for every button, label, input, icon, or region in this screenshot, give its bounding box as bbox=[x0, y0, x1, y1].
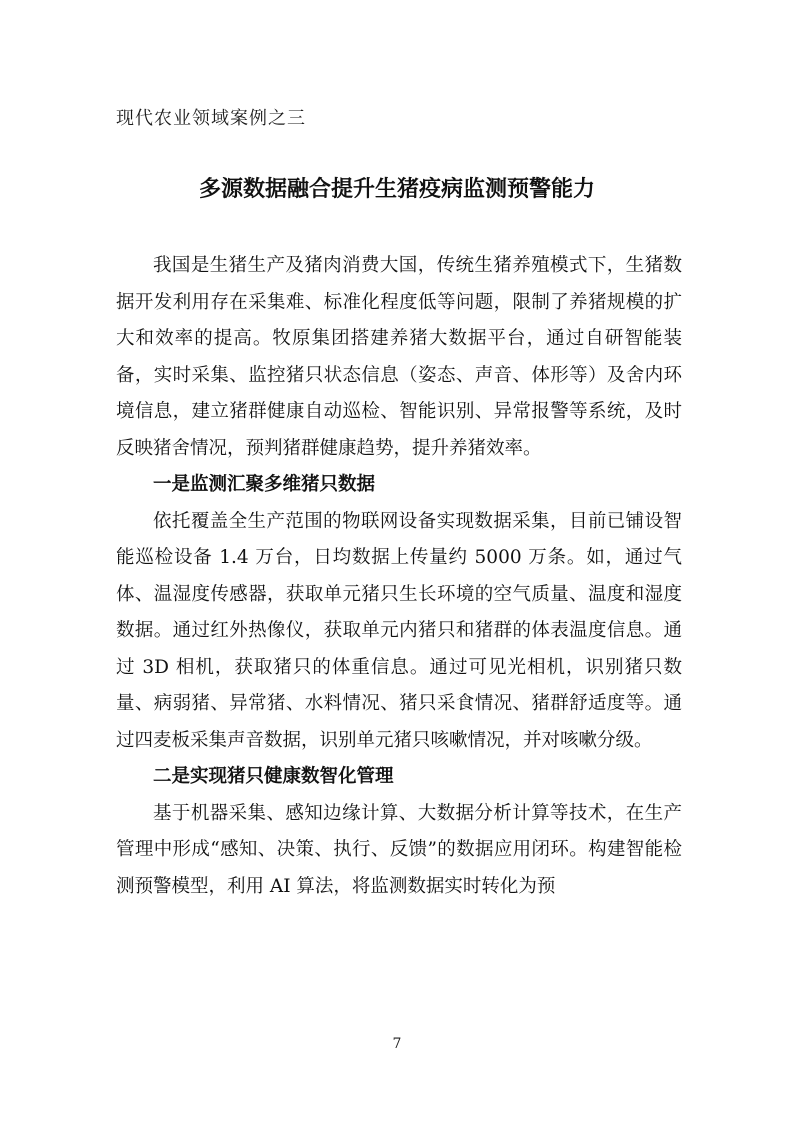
page-title: 多源数据融合提升生猪疫病监测预警能力 bbox=[198, 177, 595, 202]
section1-heading: 一是监测汇聚多维猪只数据 bbox=[153, 474, 376, 495]
intro-paragraph: 我国是生猪生产及猪肉消费大国，传统生猪养殖模式下，生猪数据开发利用存在采集难、标准化程度低等问题，限制了养猪规模的扩大和效率的提高。牧原集团搭建养猪大数据平台，通过自研智能装备，实时采集、监控猪只状态信息（姿态、声音、体形等）及舍内环境信息，建立猪群健康自动巡检、智能识别、异常报警等系统，及时反映猪舍情况，预判猪群健康趋势，提升养猪效率。 bbox=[116, 255, 682, 459]
document-body bbox=[116, 248, 682, 905]
series-label: 现代农业领域案例之三 bbox=[116, 108, 306, 129]
section1-paragraph: 依托覆盖全生产范围的物联网设备实现数据采集，目前已铺设智能巡检设备 1.4 万台，日均数据上传量约 5000 万条。如，通过气体、温湿度传感器，获取单元猪只生长环境的空气质量、温度和湿度数据。通过红外热像仪，获取单元内猪只和猪群的体表温度信息。通过 3D 相机，获取猪只的体重信息。通过可见光相机，识别猪只数量、病弱猪、异常猪、水料情况、猪只采食情况、猪群舒适度等。通过四麦板采集声音数据，识别单元猪只咳嗽情况，并对咳嗽分级。 bbox=[116, 510, 682, 751]
section2-paragraph: 基于机器采集、感知边缘计算、大数据分析计算等技术，在生产管理中形成“感知、决策、执行、反馈”的数据应用闭环。构建智能检测预警模型，利用 AI 算法，将监测数据实时转化为预 bbox=[116, 802, 682, 897]
section2-heading: 二是实现猪只健康数智化管理 bbox=[153, 766, 394, 787]
page-number: 7 bbox=[392, 1036, 402, 1052]
